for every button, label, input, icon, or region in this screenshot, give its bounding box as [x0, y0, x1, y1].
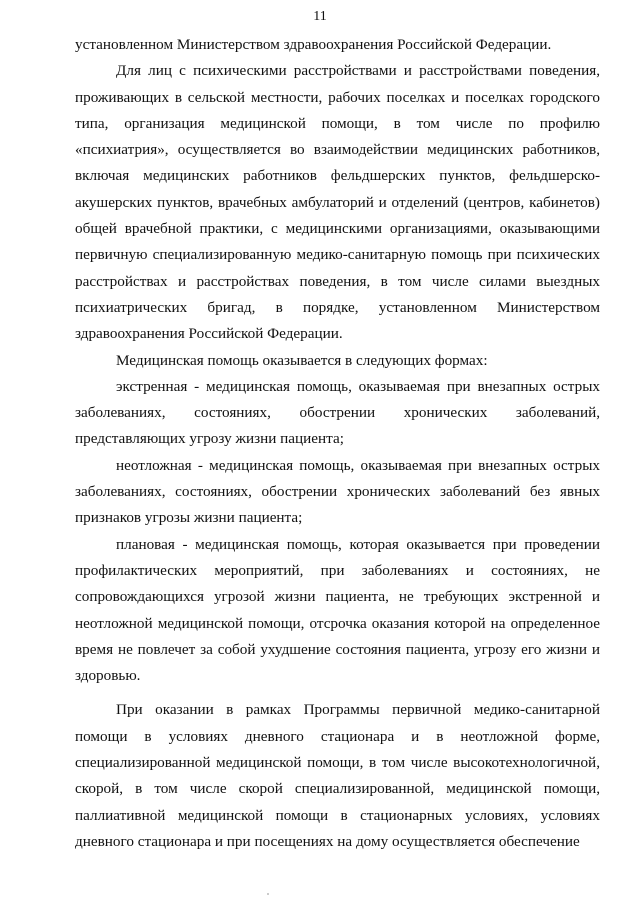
- paragraph-forms-intro: Медицинская помощь оказывается в следующих формах:: [116, 351, 488, 369]
- page-number: 11: [313, 9, 327, 24]
- paragraph-emergency-form: экстренная - медицинская помощь, оказываемая при внезапных острых заболеваниях, состояниях, обострении хронических заболеваний, представляющих угрозу жизни пациента;: [75, 377, 600, 448]
- document-body: [75, 32, 600, 855]
- paragraph-psychiatric-care: Для лиц с психическими расстройствами и расстройствами поведения, проживающих в сельской местности, рабочих поселках и поселках городского типа, организация медицинской помощи, в том числе по профилю «психиатрия», осуществляется во взаимодействии медицинских работников, включая медицинских работников фельдшерских пунктов, фельдшерско-акушерских пунктов, врачебных амбулаторий и отделений (центров, кабинетов) общей врачебной практики, с медицинскими организациями, оказывающими первичную специализированную медико-санитарную помощь при психических расстройствах и расстройствах поведения, в том числе силами выездных психиатрических бригад, в порядке, установленном Министерством здравоохранения Российской Федерации.: [75, 62, 600, 343]
- paragraph-program-provision: При оказании в рамках Программы первичной медико-санитарной помощи в условиях дневного стационара и в неотложной форме, специализированной медицинской помощи, в том числе высокотехнологичной, скорой, в том числе скорой специализированной, медицинской помощи, паллиативной медицинской помощи в стационарных условиях, условиях дневного стационара и при посещениях на дому осуществляется обеспечение: [75, 701, 600, 850]
- scan-speck: [267, 893, 269, 895]
- paragraph-continuation: установленном Министерством здравоохранения Российской Федерации.: [75, 36, 552, 53]
- paragraph-planned-form: плановая - медицинская помощь, которая оказывается при проведении профилактических мероприятий, при заболеваниях и состояниях, не сопровождающихся угрозой жизни пациента, не требующих экстренной и неотложной медицинской помощи, отсрочка оказания которой на определенное время не повлечет за собой ухудшение состояния пациента, угрозу его жизни и здоровью.: [75, 535, 600, 685]
- paragraph-urgent-form: неотложная - медицинская помощь, оказываемая при внезапных острых заболеваниях, состояниях, обострении хронических заболеваний без явных признаков угрозы жизни пациента;: [75, 456, 600, 527]
